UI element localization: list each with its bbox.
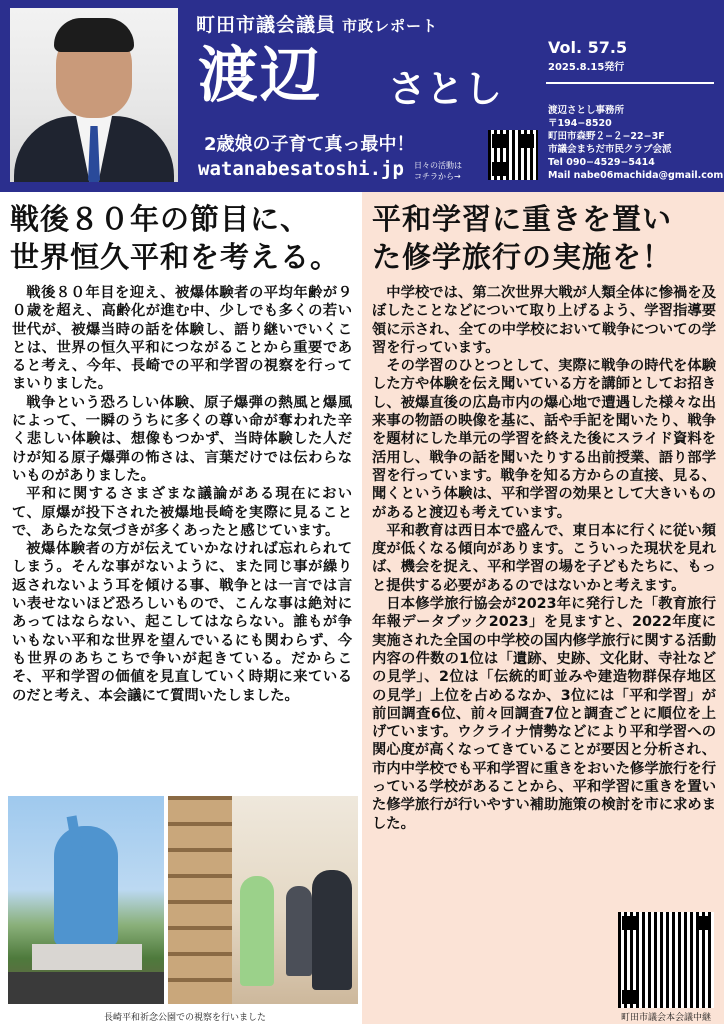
left-article-body	[12, 284, 352, 705]
museum-visit-photo	[168, 796, 358, 1004]
qr-code-icon[interactable]	[618, 912, 714, 1008]
qr-note: 日々の活動は コチラから→	[414, 161, 462, 181]
paragraph: 戦争という恐ろしい体験、原子爆弾の熱風と爆風によって、一瞬のうちに多くの尊い命が奪われた辛く悲しい体験は、想像もつかず、当時体験した人だけが知る原子爆弾の怖さは、言葉だけでは伝わらないものがありました。	[12, 394, 352, 484]
paragraph: 日本修学旅行協会が2023年に発行した「教育旅行年報データブック2023」を見ますと、2022年度に実施された全国の中学校の国内修学旅行に関する活動内容の件数の1位は「遺跡、史跡、文化財、寺社などの見学」、2位は「伝統的町並みや建造物群保存地区の見学」上位を占めるなか、3位には「平和学習」が前回調査6位、前々回調査7位と調査ごとに順位を上げています。ウクライナ情勢などにより平和学習への関心度が高くなってきていることが要因と分析され、市内中学校でも平和学習に重きをおいた修学旅行を行っている学校があることから、平和学習に重きを置いた修学旅行が行いやすい補助施策の検討を市に求めました。	[372, 596, 716, 832]
photo-caption: 長崎平和祈念公園での視察を行いました	[103, 1013, 266, 1023]
portrait-photo	[10, 8, 178, 182]
volume-number: Vol. 57.5	[548, 38, 628, 57]
header-banner	[0, 0, 724, 192]
paragraph: 被爆体験者の方が伝えていかなければ忘れられてしまう。そんな事がないように、また同じ事が繰り返されないよう耳を傾ける事、戦争とは一言では言い表せないほど恐ろしいもので、こんな事は絶対にあってはならない、起こしてはならない。誰もが争いもない平和な世界を望んでいるにも関わらず、今も世界のあちこちで争いが起きている。だからこそ、平和学習の価値を見直していく時期に来ているのだと考え、本会議にて質問いたしました。	[12, 541, 352, 704]
right-headline: 平和学習に重きを置い た修学旅行の実施を！	[372, 202, 673, 274]
paragraph: 平和教育は西日本で盛んで、東日本に行くに従い頻度が低くなる傾向があります。こういった現状を見れば、機会を捉え、平和学習の場を子どもたちに、もっと提供する必要があるのではないかと考えます。	[372, 522, 716, 594]
qr-caption: 町田市議会本会議中継	[620, 1013, 711, 1023]
office-info: 渡辺さとし事務所 〒194−8520 町田市森野２−２−22−3F 市議会まちだ市民クラブ会派 Tel 090−4529−5414 Mail nabe06machida@gmail.com	[548, 105, 724, 181]
right-article-body	[372, 284, 716, 833]
paragraph: その学習のひとつとして、実際に戦争の時代を体験した方や体験を伝え聞いている方を講師としてお招きし、被爆直後の広島市内の爆心地で遭遇した様々な出来事の物語の映像を基に、話や手記を聞いたり、戦争を題材にした単元の学習を終えた後にスライド資料を活用し、戦争の話を聞いたりする出前授業、語り部学習を行っています。戦争を知る方からの直接、見る、聞くという体験は、平和学習の効果として大きいものがあると渡辺も考えています。	[372, 358, 716, 521]
surname: 渡辺	[198, 41, 322, 111]
paragraph: 平和に関するさまざまな議論がある現在において、原爆が投下された被爆地長崎を実際に見ることで、あらたな気づきが多くあったと感じています。	[12, 486, 352, 539]
header-title: 町田市議会議員 市政レポート	[196, 14, 439, 36]
website-link[interactable]: watanabesatoshi.jp	[198, 158, 404, 180]
issue-date: 2025.8.15発行	[548, 62, 625, 73]
left-headline: 戦後８０年の節目に、 世界恒久平和を考える。	[10, 202, 341, 274]
peace-statue-photo	[8, 796, 164, 1004]
qr-code-icon[interactable]	[488, 130, 538, 180]
given-name: さとし	[388, 67, 503, 111]
slogan: 2歳娘の子育て真っ最中！	[204, 134, 415, 155]
report-label: 市政レポート	[342, 17, 439, 35]
paragraph: 中学校では、第二次世界大戦が人類全体に惨禍を及ぼしたことなどについて取り上げるよう、学習指導要領に示され、全ての中学校において戦争についての学習を行っています。	[372, 285, 716, 356]
divider	[546, 82, 714, 84]
paragraph: 戦後８０年目を迎え、被爆体験者の平均年齢が９０歳を超え、高齢化が進む中、少しでも多くの若い世代が、被爆当時の話を体験し、語り継いでいくことは、世界の恒久平和につながることから重要であると考え、今年、長崎での平和学習の視察を行ってまいりました。	[12, 285, 352, 393]
